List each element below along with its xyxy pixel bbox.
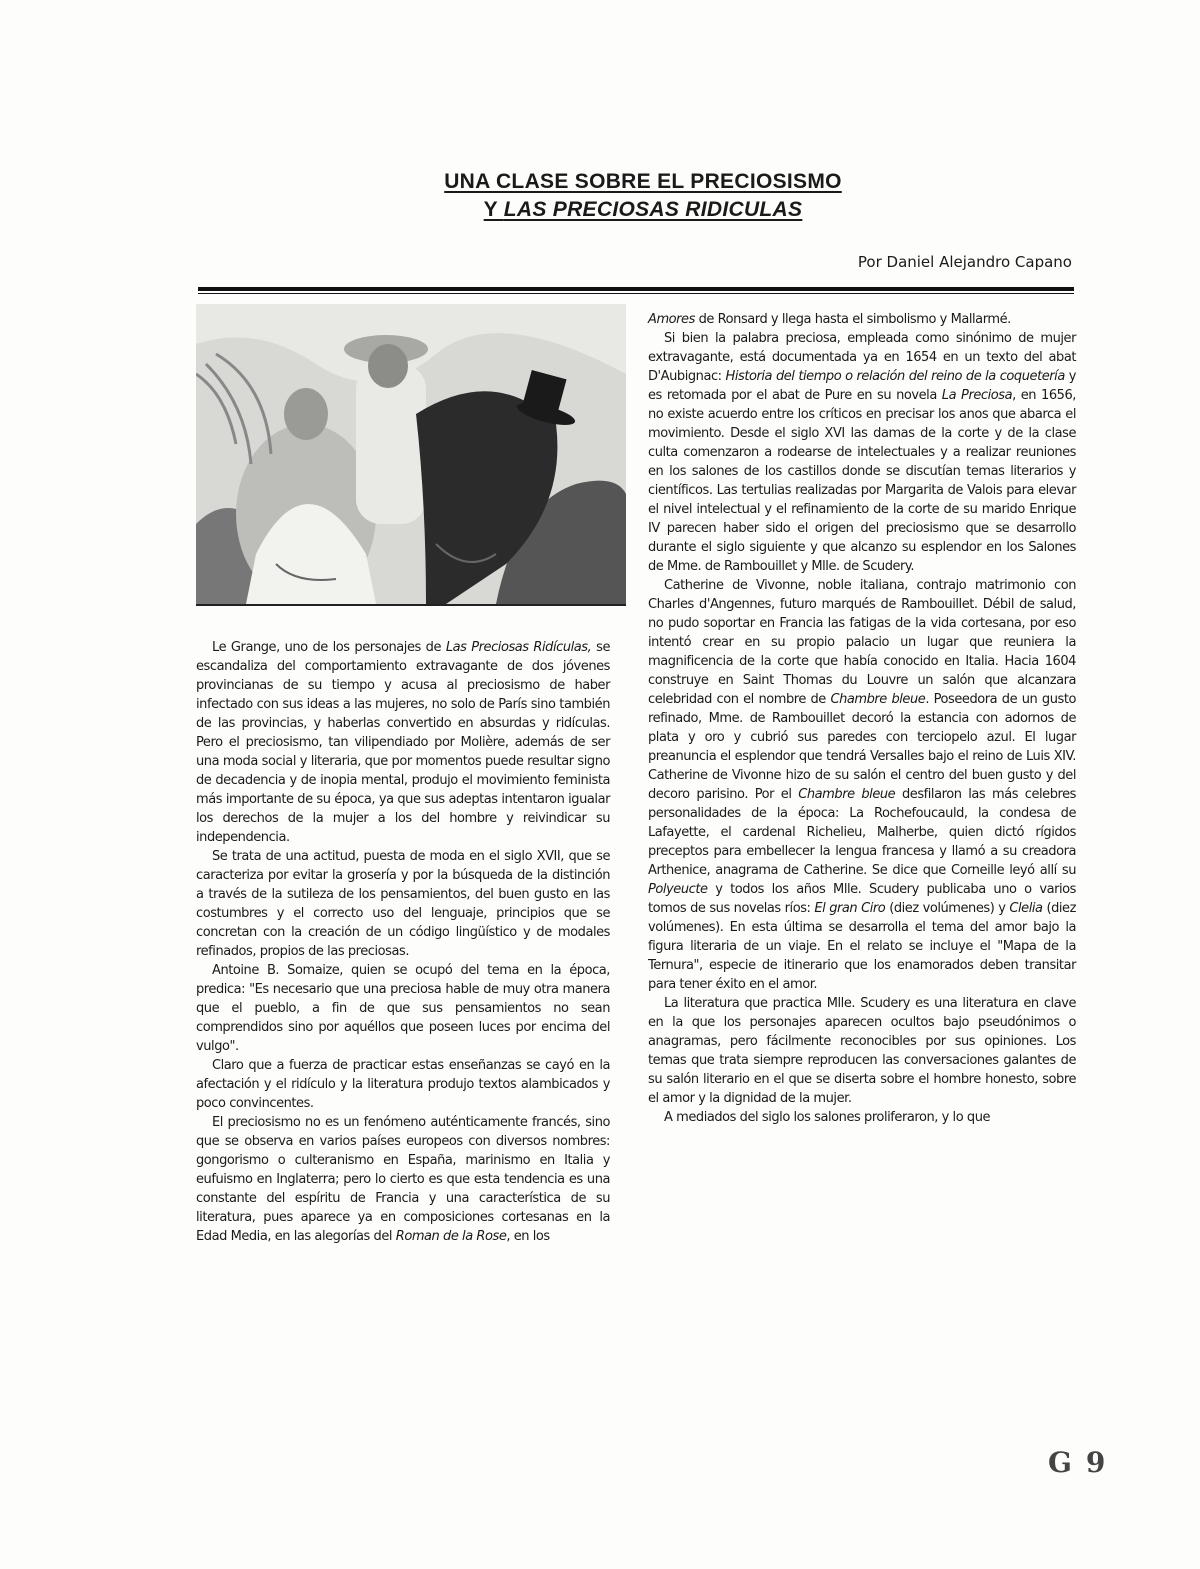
engraving-image [196, 304, 626, 604]
logo-letter: G [1048, 1446, 1086, 1479]
paragraph: Antoine B. Somaize, quien se ocupó del tema en la época, predica: "Es necesario que una preciosa hable de muy otra manera que el pueblo, a fin de que sus pensamientos no sean comprendidos sino por aquéllos que poseen luces por encima del vulgo". [196, 963, 610, 1054]
paragraph: Claro que a fuerza de practicar estas enseñanzas se cayó en la afectación y el ridículo y la literatura produjo textos alambicados y poco convincentes. [196, 1058, 610, 1111]
header-divider [198, 287, 1074, 294]
title-line-2: Y LAS PRECIOSAS RIDICULAS [483, 198, 803, 221]
left-column [196, 638, 610, 1246]
paragraph: Catherine de Vivonne, noble italiana, contrajo matrimonio con Charles d'Angennes, futuro marqués de Rambouillet. Débil de salud, no pudo soportar en Francia las fatigas de la vida cortesana, por eso intentó crear en su propio palacio un lugar que reuniera la magnificencia de la corte que había conocido en Italia. Hacia 1604 construye en Saint Thomas du Louvre un salón que alcanzara celebridad con el nombre de Chambre bleue. Poseedora de un gusto refinado, Mme. de Rambouillet decoró la estancia con adornos de plata y oro y cubrió sus paredes con terciopelo azul. El lugar preanuncia el esplendor que tendrá Versalles bajo el reino de Luis XIV. Catherine de Vivonne hizo de su salón el centro del buen gusto y del decoro parisino. Por el Chambre bleue desfilaron las más celebres personalidades de la época: La Rochefoucauld, la condesa de Lafayette, el cardenal Richelieu, Malherbe, quien dictó rígidos preceptos para embellecer la lengua francesa y llamó a su creadora Arthenice, anagrama de Catherine. Se dice que Corneille leyó allí su Polyeucte y todos los años Mlle. Scudery publicaba uno o varios tomos de sus novelas ríos: El gran Ciro (diez volúmenes) y Clelia (diez volúmenes). En esta última se desarrolla el tema del amor bajo la figura literaria de un viaje. En el relato se incluye el "Mapa de la Ternura", especie de itinerario que los enamorados deben transitar para tener éxito en el amor. [648, 578, 1076, 992]
paragraph: A mediados del siglo los salones proliferaron, y lo que [664, 1110, 991, 1125]
article-title [200, 168, 1086, 224]
paragraph: La literatura que practica Mlle. Scudery es una literatura en clave en la que los personajes aparecen ocultos bajo pseudónimos o anagramas, pero fácilmente reconocibles por sus opiniones. Los temas que trata siempre reproducen las conversaciones galantes de su salón literario en el que se diserta sobre el hombre honesto, sobre el amor y la dignidad de la mujer. [648, 996, 1076, 1106]
page-footer [1048, 1446, 1119, 1479]
paragraph: Se trata de una actitud, puesta de moda en el siglo XVII, que se caracteriza por evitar la grosería y por la búsqueda de la distinción a través de la sutileza de los pensamientos, del buen gusto en las costumbres y el correcto uso del lenguaje, principios que se concretan con la creación de un código lingüístico y de modales refinados, propios de las preciosas. [196, 849, 610, 959]
title-line-1: UNA CLASE SOBRE EL PRECIOSISMO [444, 170, 842, 193]
page-number: 9 [1085, 1446, 1120, 1479]
right-column [648, 310, 1076, 1127]
paragraph: Si bien la palabra preciosa, empleada como sinónimo de mujer extravagante, está documentada ya en 1654 en un texto del abat D'Aubignac: Historia del tiempo o relación del reino de la coquetería y es retomada por el abat de Pure en su novela La Preciosa, en 1656, no existe acuerdo entre los críticos en precisar los anos que abarca el movimiento. Desde el siglo XVI las damas de la corte y de la clase culta comenzaron a rodearse de intelectuales y a realizar reuniones en los salones de los castillos donde se discutían temas literarios y científicos. Las tertulias realizadas por Margarita de Valois para elevar el nivel intelectual y el refinamiento de la corte de su marido Enrique IV parecen haber sido el origen del preciosismo que se desarrollo durante el siglo siguiente y que alcanzo su esplendor en los Salones de Mme. de Rambouillet y Mlle. de Scudery. [648, 331, 1076, 574]
illustration [196, 304, 626, 606]
paragraph: Amores de Ronsard y llega hasta el simbolismo y Mallarmé. [648, 312, 1011, 327]
paragraph: El preciosismo no es un fenómeno auténticamente francés, sino que se observa en varios países europeos con diversos nombres: gongorismo o culteranismo en España, marinismo en Italia y eufuismo en Inglaterra; pero lo cierto es que esta tendencia es una constante del espíritu de Francia y una característica de su literatura, pues aparece ya en composiciones cortesanas en la Edad Media, en las alegorías del Roman de la Rose, en los [196, 1115, 610, 1244]
paragraph: Le Grange, uno de los personajes de Las Preciosas Ridículas, se escandaliza del comportamiento extravagante de dos jóvenes provincianas de su tiempo y acusa al preciosismo de haber infectado con sus ideas a las mujeres, no solo de París sino también de las provincias, y haberlas convertido en absurdas y ridículas. Pero el preciosismo, tan vilipendiado por Molière, además de ser una moda social y literaria, que por momentos puede resultar signo de decadencia y de inopia mental, produjo el movimiento feminista más importante de su época, ya que sus adeptas intentaron igualar los derechos de la mujer a los del hombre y reivindicar su independencia. [196, 640, 610, 845]
author-byline: Por Daniel Alejandro Capano [857, 253, 1072, 271]
